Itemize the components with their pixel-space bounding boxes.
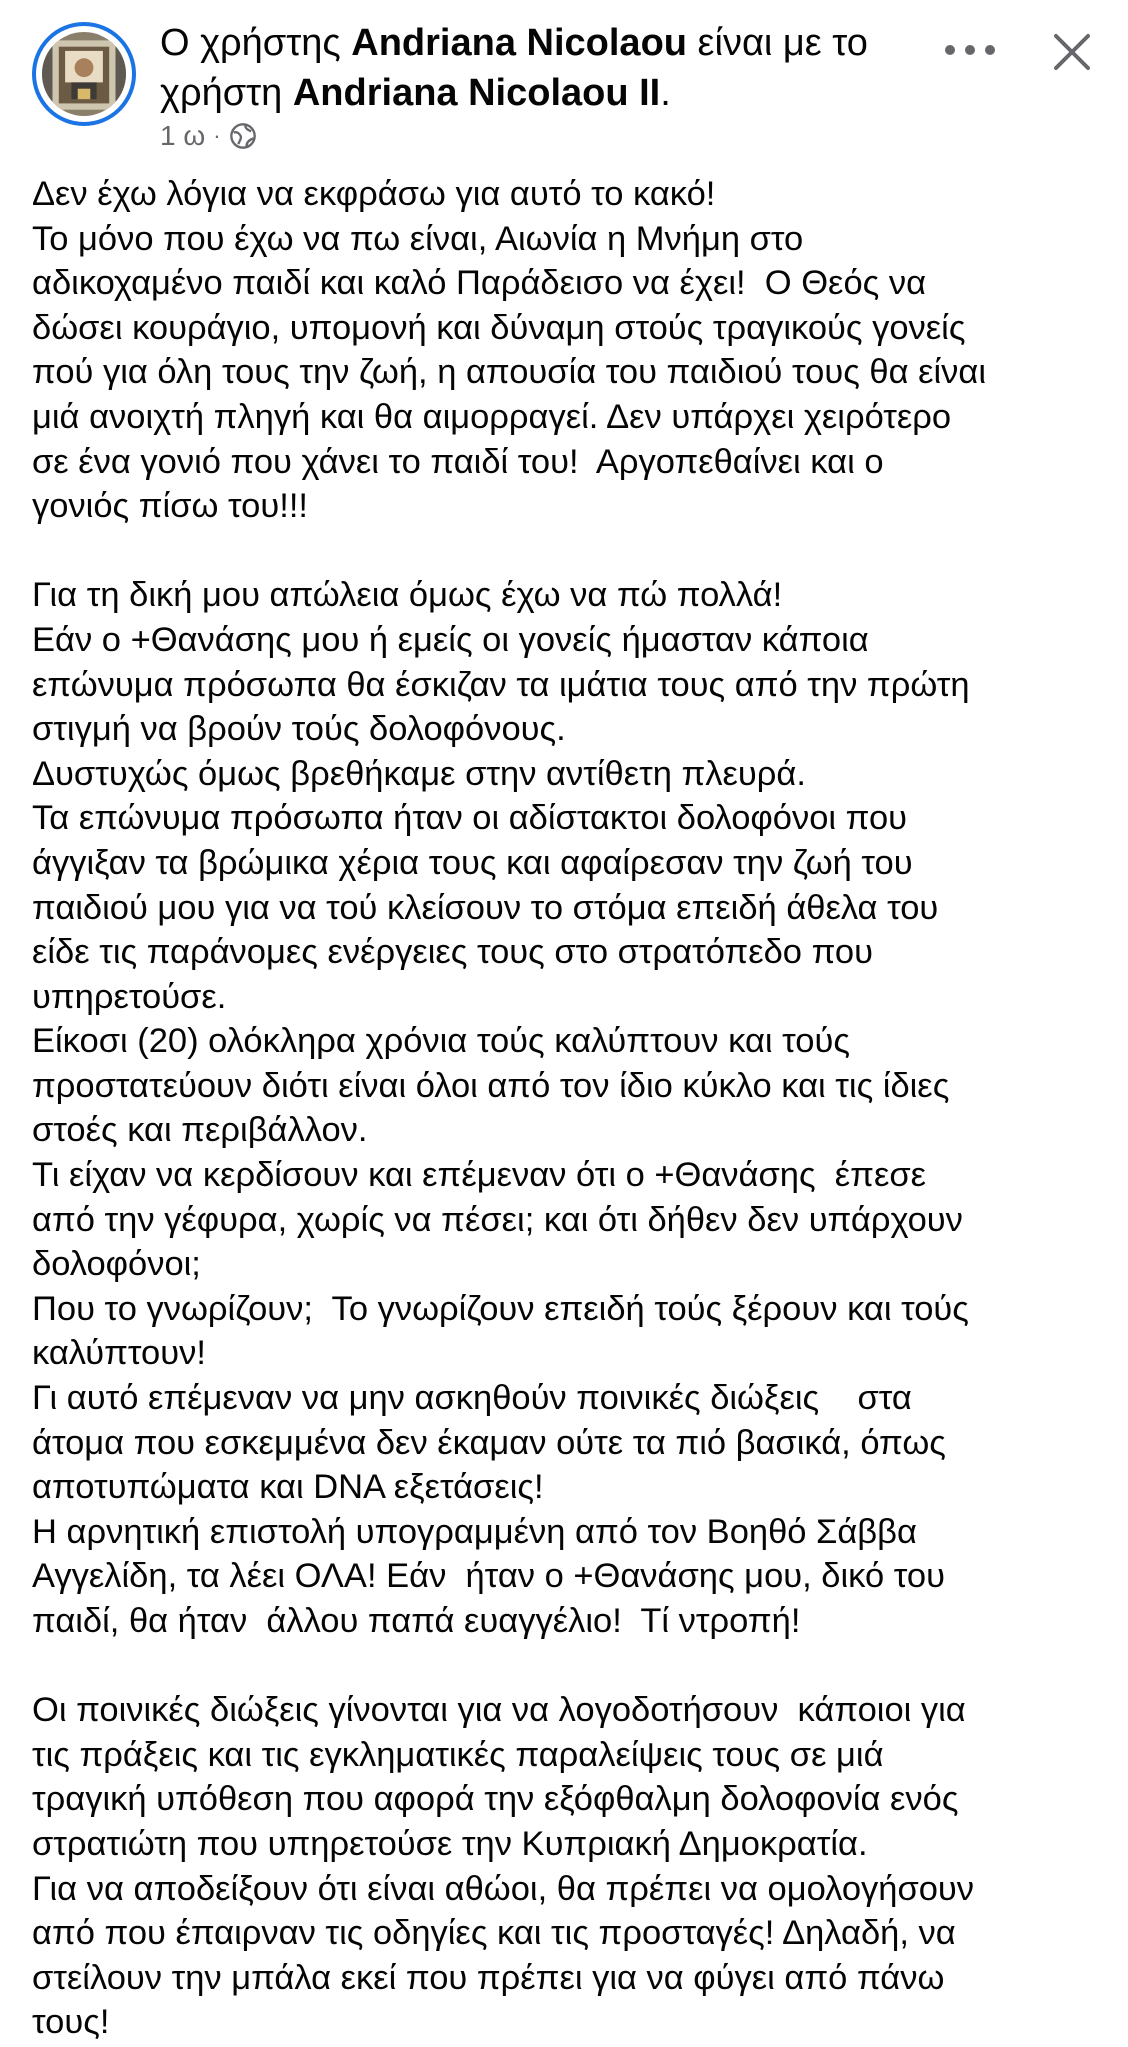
post-timestamp[interactable]: 1 ω [160,120,206,151]
post-header [0,0,1128,160]
post-text-line: είδε τις παράνομες ενέργειες τους στο στρατόπεδο που [32,933,873,972]
post-text-line: άγγιξαν τα βρώμικα χέρια τους και αφαίρεσαν την ζωή του [32,843,913,882]
post-text-line: Εάν ο +Θανάσης μου ή εμείς οι γονείς ήμασταν κάποια [32,620,869,659]
post-text-line: Τι είχαν να κερδίσουν και επέμεναν ότι ο +Θανάσης έπεσε [32,1156,927,1195]
attribution-middle: είναι με το χρήστη [160,22,868,114]
post-text-line: καλύπτουν! [32,1334,206,1373]
post-text-line: Που το γνωρίζουν; Το γνωρίζουν επειδή τούς ξέρουν και τούς [32,1289,969,1328]
avatar-image-icon [42,32,126,116]
post-text-line: επώνυμα πρόσωπα θα έσκιζαν τα ιμάτια τους από την πρώτη [32,665,970,704]
more-options-button[interactable] [930,22,1010,78]
post-text-line: Οι ποινικές διώξεις γίνονται για να λογοδοτήσουν κάποιοι για [32,1691,966,1730]
post-text-line: Γι αυτό επέμεναν να μην ασκηθούν ποινικές διώξεις στα [32,1379,912,1418]
paragraph-break [32,529,1102,574]
post-text-line: στοές και περιβάλλον. [32,1111,368,1150]
post-text-line: Για τη δική μου απώλεια όμως έχω να πώ πολλά! [32,576,783,615]
post-text-line: προστατεύουν διότι είναι όλοι από τον ίδιο κύκλο και τις ίδιες [32,1066,950,1105]
post-text-line: δολοφόνοι; [32,1245,201,1284]
post-text-line: παιδιού μου για να τού κλείσουν το στόμα επειδή άθελα του [32,888,939,927]
post-text-line: από που έπαιρναν τις οδηγίες και τις προσταγές! Δηλαδή, να [32,1914,956,1953]
post-text-line: τους! [32,2003,110,2042]
post-text-line: πού για όλη τους την ζωή, η απουσία του παιδιού τους θα είναι [32,353,987,392]
post-text-line: Η αρνητική επιστολή υπογραμμένη από τον Βοηθό Σάββα [32,1512,917,1551]
post-text-line: Για να αποδείξουν ότι είναι αθώοι, θα πρέπει να ομολογήσουν [32,1869,975,1908]
post-text-line: στρατιώτη που υπηρετούσε την Κυπριακή Δημοκρατία. [32,1824,868,1863]
post-text-line: Αγγελίδη, τα λέει ΟΛΑ! Εάν ήταν ο +Θανάσης μου, δικό του [32,1557,945,1596]
post-text-line: Τα επώνυμα πρόσωπα ήταν οι αδίστακτοι δολοφόνοι που [32,799,907,838]
post-meta [160,118,257,154]
post-text-line: τις πράξεις και τις εγκληματικές παραλείψεις τους σε μιά [32,1735,884,1774]
attribution-prefix: Ο χρήστης [160,22,352,64]
post-text-line: γονιός πίσω του!!! [32,487,308,526]
globe-icon[interactable] [229,122,257,150]
post-attribution [160,18,920,118]
post-text-line: μιά ανοιχτή πληγή και θα αιμορραγεί. Δεν υπάρχει χειρότερο [32,397,952,436]
post-text-line: αποτυπώματα και DNA εξετάσεις! [32,1468,544,1507]
close-button[interactable] [1040,20,1104,84]
post-text-line: στιγμή να βρούν τούς δολοφόνους. [32,710,566,749]
post-text-line: σε ένα γονιό που χάνει το παιδί του! Αργοπεθαίνει και ο [32,442,884,481]
post-text-line: άτομα που εσκεμμένα δεν έκαμαν ούτε τα πιό βασικά, όπως [32,1423,946,1462]
attribution-suffix: . [660,72,671,114]
close-icon [1050,30,1094,74]
tagged-user-link[interactable]: Andriana Nicolaou II [292,72,661,114]
paragraph-break [32,1644,1102,1689]
post-text-line: Είκοσι (20) ολόκληρα χρόνια τούς καλύπτουν και τούς [32,1022,850,1061]
post-text-line: αδικοχαμένο παιδί και καλό Παράδεισο να έχει! Ο Θεός να [32,264,927,303]
post-body [32,172,1102,2045]
post-text-line: υπηρετούσε. [32,977,227,1016]
post-text-line: τραγική υπόθεση που αφορά την εξόφθαλμη δολοφονία ενός [32,1780,959,1819]
post-text-line: δώσει κουράγιο, υπομονή και δύναμη στούς τραγικούς γονείς [32,308,966,347]
avatar[interactable] [32,22,136,126]
more-dots-icon [940,42,1000,58]
author-name-link[interactable]: Andriana Nicolaou [351,22,687,64]
post-text-line: Δεν έχω λόγια να εκφράσω για αυτό το κακό! [32,175,716,213]
post-text-line: παιδί, θα ήταν άλλου παπά ευαγγέλιο! Τί ντροπή! [32,1602,801,1640]
post-text-line: στείλουν την μπάλα εκεί που πρέπει για να φύγει από πάνω [32,1958,945,1997]
post-text-line: Το μόνο που έχω να πω είναι, Αιωνία η Μνήμη στο [32,219,804,258]
meta-separator: · [213,123,221,148]
post-text-line: από την γέφυρα, χωρίς να πέσει; και ότι δήθεν δεν υπάρχουν [32,1200,963,1239]
post-text-line: Δυστυχώς όμως βρεθήκαμε στην αντίθετη πλευρά. [32,754,806,793]
